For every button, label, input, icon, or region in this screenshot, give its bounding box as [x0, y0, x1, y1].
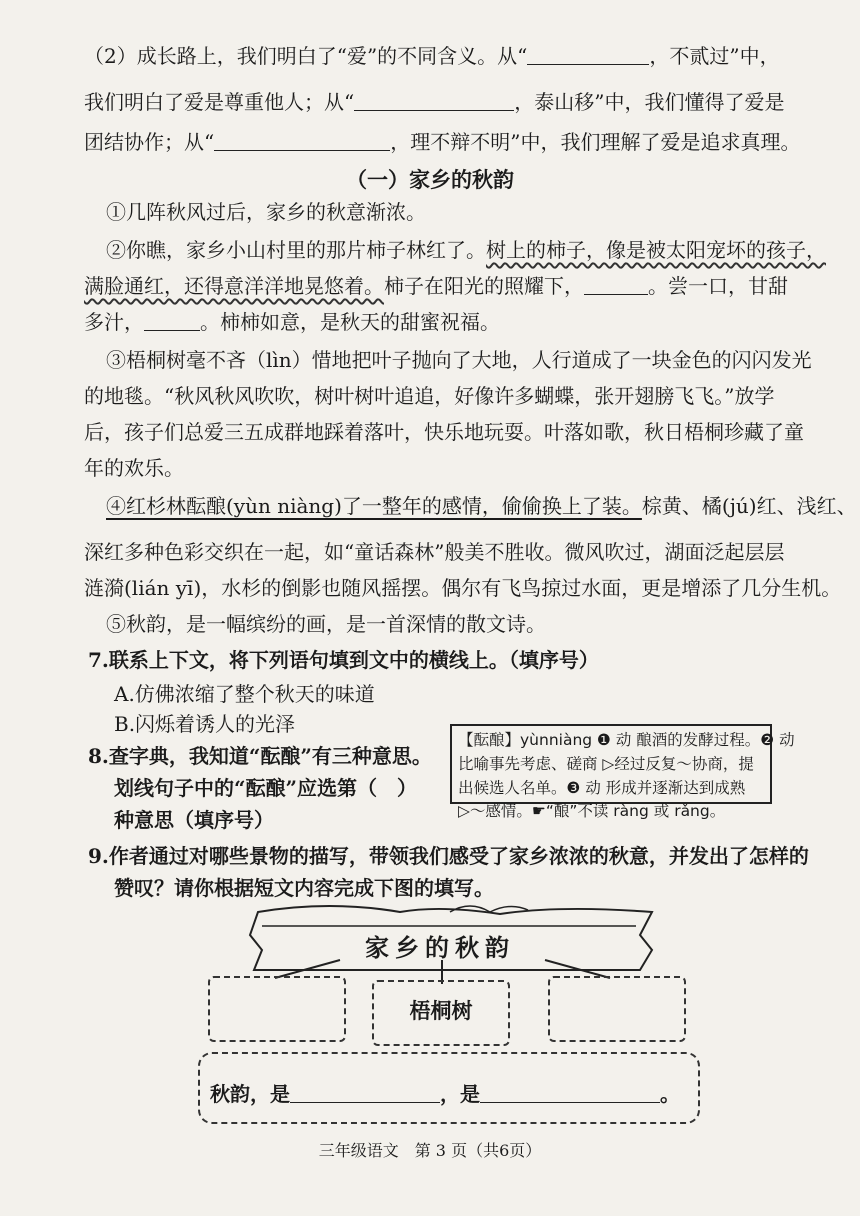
summary-text: 。: [660, 1082, 680, 1106]
q6-text: ，理不辩不明”中，我们理解了爱是追求真理。: [390, 130, 801, 154]
summary-line: [210, 1080, 690, 1108]
q8-line-2: 划线句子中的“酝酿”应选第（ ）: [114, 776, 418, 800]
dictionary-line-4: ▷～感情。☛“酿”不读 ràng 或 rǎng。: [458, 802, 726, 820]
q6-text: （2）成长路上，我们明白了“爱”的不同含义。从“: [84, 44, 528, 68]
passage-p3-line3: 后，孩子们总爱三五成群地踩着落叶，快乐地玩耍。叶落如歌，秋日梧桐珍藏了童: [84, 420, 804, 444]
passage-text: 棕黄、橘(jú)红、浅红、: [641, 494, 857, 518]
answer-blank-6[interactable]: [290, 1082, 440, 1103]
answer-blank-7[interactable]: [480, 1082, 660, 1103]
q6-text: 团结协作；从“: [84, 130, 215, 154]
passage-text: 柿子在阳光的照耀下，: [384, 274, 584, 298]
q8-line-1: 8.查字典，我知道“酝酿”有三种意思。: [88, 744, 432, 768]
dictionary-line: 【酝酿】yùnniàng ❶ 动 酿酒的发酵过程。❷ 动: [458, 731, 795, 749]
q9-line-2: 赞叹？请你根据短文内容完成下图的填写。: [114, 876, 494, 900]
q6-text: ，不贰过”中，: [649, 44, 780, 68]
q8-line-3: 种意思（填序号）: [114, 808, 274, 832]
passage-p3-line2: 的地毯。“秋风秋风吹吹，树叶树叶追追，好像许多蝴蝶，张开翅膀飞飞。”放学: [84, 384, 775, 408]
passage-p4-line3: 涟漪(lián yī)，水杉的倒影也随风摇摆。偶尔有飞鸟掠过水面，更是增添了几分生机。: [84, 576, 842, 600]
passage-p3-line1: ③梧桐树毫不吝（lìn）惜地把叶子抛向了大地，人行道成了一块金色的闪闪发光: [106, 348, 812, 372]
passage-p4-line2: 深红多种色彩交织在一起，如“童话森林”般美不胜收。微风吹过，湖面泛起层层: [84, 540, 785, 564]
passage-p3-line4: 年的欢乐。: [84, 456, 184, 480]
passage-p5: ⑤秋韵，是一幅缤纷的画，是一首深情的散文诗。: [106, 612, 546, 636]
passage-text: ②你瞧，家乡小山村里的那片柿子林红了。: [106, 238, 486, 262]
q7-stem: 7.联系上下文，将下列语句填到文中的横线上。（填序号）: [88, 648, 599, 672]
summary-text: ，是: [440, 1082, 480, 1106]
q7-option-a: A.仿佛浓缩了整个秋天的味道: [114, 682, 375, 706]
dictionary-line: 比喻事先考虑、磋商 ▷经过反复～协商，提: [458, 755, 754, 773]
q6-text: 我们明白了爱是尊重他人；从“: [84, 90, 355, 114]
dictionary-line: 出候选人名单。❸ 动 形成并逐渐达到成熟: [458, 779, 746, 797]
passage-text: 多汁，: [84, 310, 144, 334]
passage-p1: ①几阵秋风过后，家乡的秋意渐浓。: [106, 200, 426, 224]
underlined-sentence: ④红杉林酝酿(yùn niàng)了一整年的感情，偷偷换上了装。: [106, 494, 642, 518]
wavy-underlined-sentence: 树上的柿子，像是被太阳宠坏的孩子，: [486, 238, 826, 262]
answer-box-middle: [372, 980, 510, 1046]
summary-text: 秋韵，是: [210, 1082, 290, 1106]
wavy-underlined-sentence: 满脸通红，还得意洋洋地晃悠着。: [84, 274, 384, 298]
answer-box-left[interactable]: [208, 976, 346, 1042]
middle-box-label: 梧桐树: [409, 998, 473, 1023]
q7-option-b: B.闪烁着诱人的光泽: [114, 712, 296, 736]
passage-text: 。尝一口，甘甜: [648, 274, 788, 298]
section-title: （一）家乡的秋韵: [346, 167, 514, 192]
banner-title: 家乡的秋韵: [365, 933, 515, 962]
q9-line-1: 9.作者通过对哪些景物的描写，带领我们感受了家乡浓浓的秋意，并发出了怎样的: [88, 844, 809, 868]
passage-text: 。柿柿如意，是秋天的甜蜜祝福。: [200, 310, 500, 334]
q6-text: ，泰山移”中，我们懂得了爱是: [514, 90, 785, 114]
page-footer: 三年级语文 第 3 页（共6页）: [318, 1141, 542, 1160]
answer-box-right[interactable]: [548, 976, 686, 1042]
